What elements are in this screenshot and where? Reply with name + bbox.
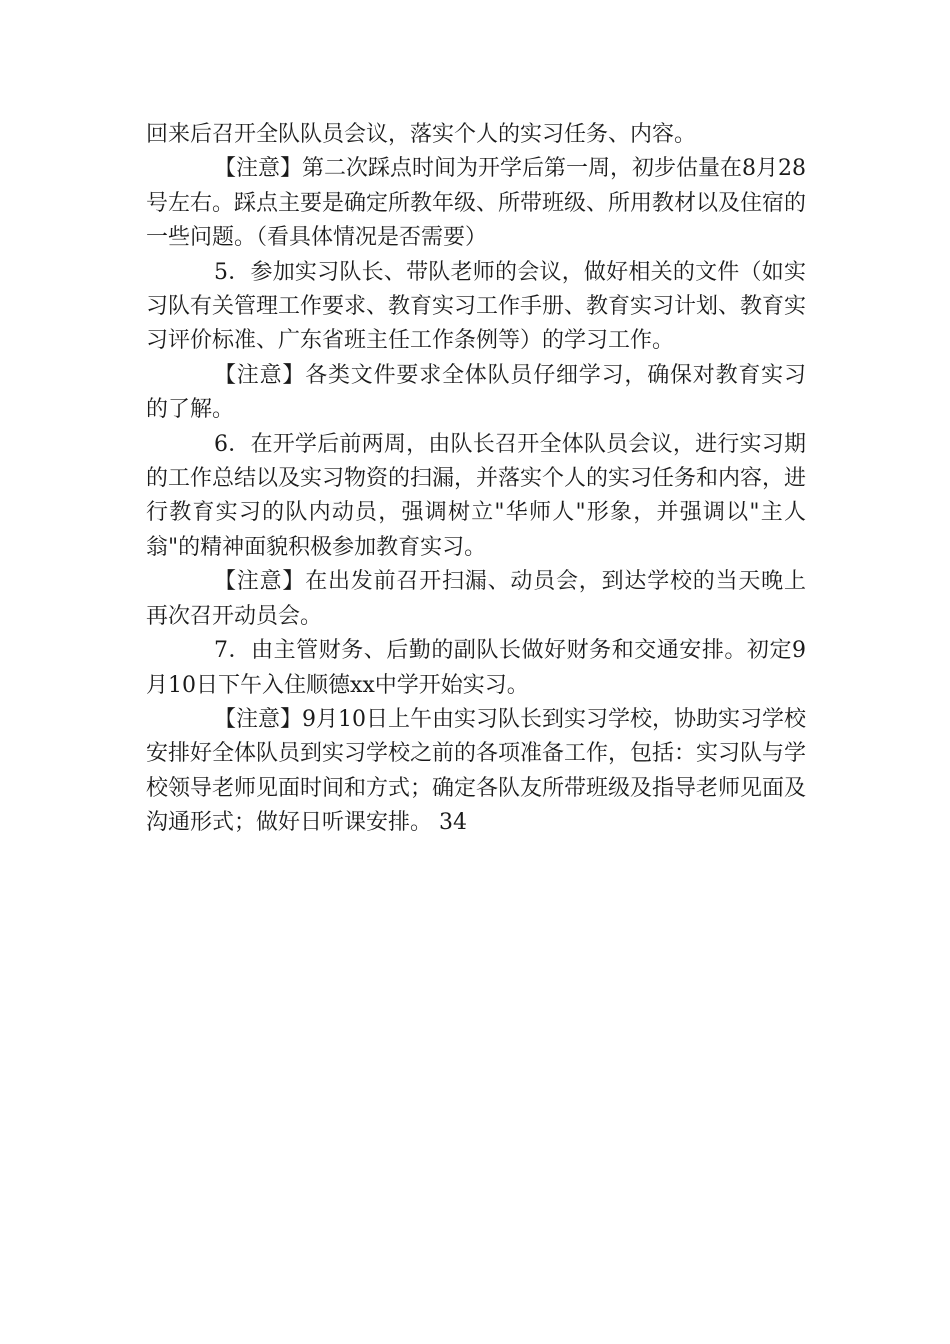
paragraph-6-note: 【注意】在出发前召开扫漏、动员会，到达学校的当天晚上再次召开动员会。 [146, 569, 806, 629]
paragraph-7-item-7: 7．由主管财务、后勤的副队长做好财务和交通安排。初定9月10日下午入住顺德xx中学开始实习。 [146, 638, 806, 698]
paragraph-8-note: 【注意】9月10日上午由实习队长到实习学校，协助实习学校安排好全体队员到实习学校之前的各项准备工作，包括：实习队与学校领导老师见面时间和方式；确定各队友所带班级及指导老师见面及沟通形式；做好日听课安排。 34 [146, 706, 807, 836]
paragraph-1: 回来后召开全队队员会议，落实个人的实习任务、内容。 [146, 122, 697, 147]
paragraph-4-note: 【注意】各类文件要求全体队员仔细学习，确保对教育实习的了解。 [146, 362, 806, 423]
paragraph-3-item-5: 5．参加实习队长、带队老师的会议，做好相关的文件（如实习队有关管理工作要求、教育实习工作手册、教育实习计划、教育实习评价标准、广东省班主任工作条例等）的学习工作。 [146, 259, 807, 354]
paragraph-5-item-6: 6．在开学后前两周，由队长召开全体队员会议，进行实习期的工作总结以及实习物资的扫漏，并落实个人的实习任务和内容，进行教育实习的队内动员，强调树立"华师人"形象，并强调以"主人翁"的精神面貌积极参加教育实习。 [146, 431, 807, 560]
paragraph-2-note: 【注意】第二次踩点时间为开学后第一周，初步估量在8月28号左右。踩点主要是确定所教年级、所带班级、所用教材以及住宿的一些问题。（看具体情况是否需要） [146, 156, 807, 251]
document-body [146, 118, 806, 841]
